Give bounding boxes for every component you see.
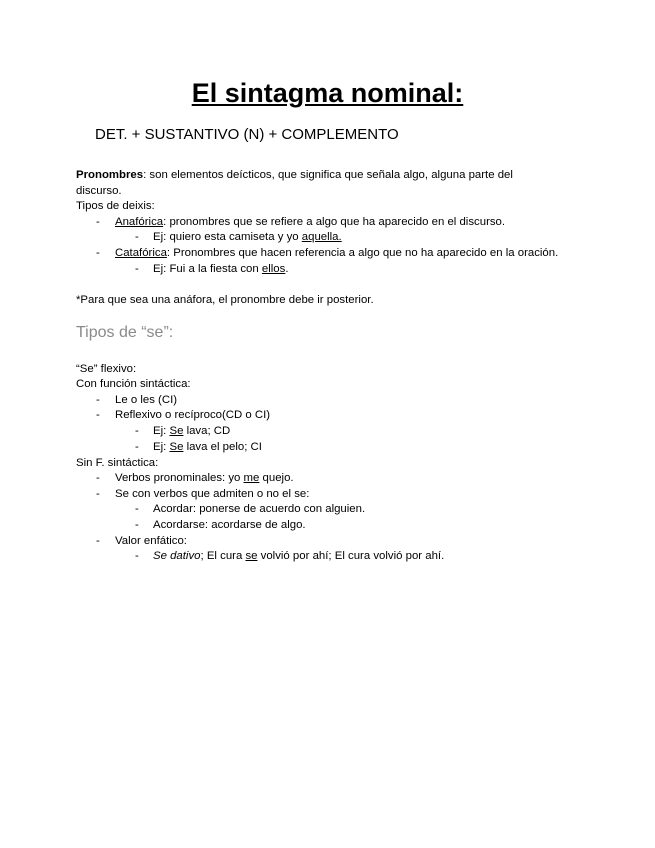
- anaforica-item: [115, 215, 505, 230]
- anaforica-example-underlined: aquella.: [301, 231, 342, 243]
- bullet-dash: -: [96, 409, 100, 421]
- bullet-dash: -: [96, 472, 100, 484]
- bullet-dash: -: [135, 550, 139, 562]
- cataforica-example-end: .: [285, 263, 289, 275]
- verbos-end: quejo.: [259, 472, 294, 484]
- anaforica-text: : pronombres que se refiere a algo que ha aparecido en el discurso.: [163, 216, 506, 228]
- verbos-pronominales-item: [115, 471, 294, 486]
- se-underlined: Se: [169, 441, 184, 453]
- cataforica-term: Catafórica: [115, 247, 167, 259]
- bullet-dash: -: [135, 441, 139, 453]
- bullet-dash: -: [135, 263, 139, 275]
- anaforica-example: [153, 230, 342, 245]
- sin-funcion-label: Sin F. sintáctica:: [76, 457, 159, 469]
- cataforica-text: : Pronombres que hacen referencia a algo que no ha aparecido en la oración.: [166, 247, 559, 259]
- example-text: lava; CD: [183, 425, 231, 437]
- bullet-dash: -: [96, 488, 100, 500]
- example-prefix: Ej:: [153, 441, 170, 453]
- bullet-dash: -: [135, 519, 139, 531]
- bullet-dash: -: [135, 231, 139, 243]
- cataforica-example-underlined: ellos: [261, 263, 286, 275]
- subtitle-formula: DET. + SUSTANTIVO (N) + COMPLEMENTO: [95, 126, 399, 143]
- acordarse-example: Acordarse: acordarse de algo.: [153, 519, 306, 531]
- pronombres-definition: : son elementos deícticos, que significa que señala algo, alguna parte del: [143, 169, 513, 181]
- tipos-se-heading: Tipos de “se”:: [76, 324, 174, 341]
- bullet-dash: -: [96, 535, 100, 547]
- cataforica-example-text: Ej: Fui a la fiesta con: [153, 263, 262, 275]
- reflexivo-example-cd: [153, 424, 230, 439]
- se-dativo-term: Se dativo: [153, 550, 201, 562]
- tipos-deixis-label: Tipos de deixis:: [76, 200, 155, 212]
- anafora-note: *Para que sea una anáfora, el pronombre debe ir posterior.: [76, 294, 374, 306]
- bullet-dash: -: [96, 247, 100, 259]
- cataforica-item: [115, 246, 558, 261]
- le-les-item: Le o les (CI): [115, 394, 178, 406]
- pronombres-term: Pronombres: [76, 169, 144, 181]
- pronombres-definition-line1: [76, 168, 513, 183]
- bullet-dash: -: [135, 503, 139, 515]
- example-text: lava el pelo; CI: [183, 441, 262, 453]
- example-prefix: Ej:: [153, 425, 170, 437]
- se-dativo-example: [153, 549, 444, 564]
- con-funcion-label: Con función sintáctica:: [76, 378, 191, 390]
- cataforica-example: [153, 262, 289, 277]
- dativo-end: volvió por ahí; El cura volvió por ahí.: [257, 550, 445, 562]
- verbos-text: Verbos pronominales: yo: [115, 472, 244, 484]
- se-con-verbos-item: Se con verbos que admiten o no el se:: [115, 488, 310, 500]
- page-title: El sintagma nominal:: [191, 78, 464, 108]
- pronombres-definition-line2: discurso.: [76, 185, 122, 197]
- reflexivo-example-ci: [153, 440, 262, 455]
- reflexivo-item: Reflexivo o recíproco(CD o CI): [115, 409, 271, 421]
- anaforica-example-text: Ej: quiero esta camiseta y yo: [153, 231, 302, 243]
- bullet-dash: -: [135, 425, 139, 437]
- bullet-dash: -: [96, 394, 100, 406]
- me-underlined: me: [243, 472, 260, 484]
- acordar-example: Acordar: ponerse de acuerdo con alguien.: [153, 503, 366, 515]
- dativo-text: ; El cura: [200, 550, 246, 562]
- valor-enfatico-item: Valor enfático:: [115, 535, 187, 547]
- se-flexivo-label: “Se” flexivo:: [76, 363, 137, 375]
- se-underlined: se: [245, 550, 258, 562]
- bullet-dash: -: [96, 216, 100, 228]
- anaforica-term: Anafórica: [115, 216, 164, 228]
- se-underlined: Se: [169, 425, 184, 437]
